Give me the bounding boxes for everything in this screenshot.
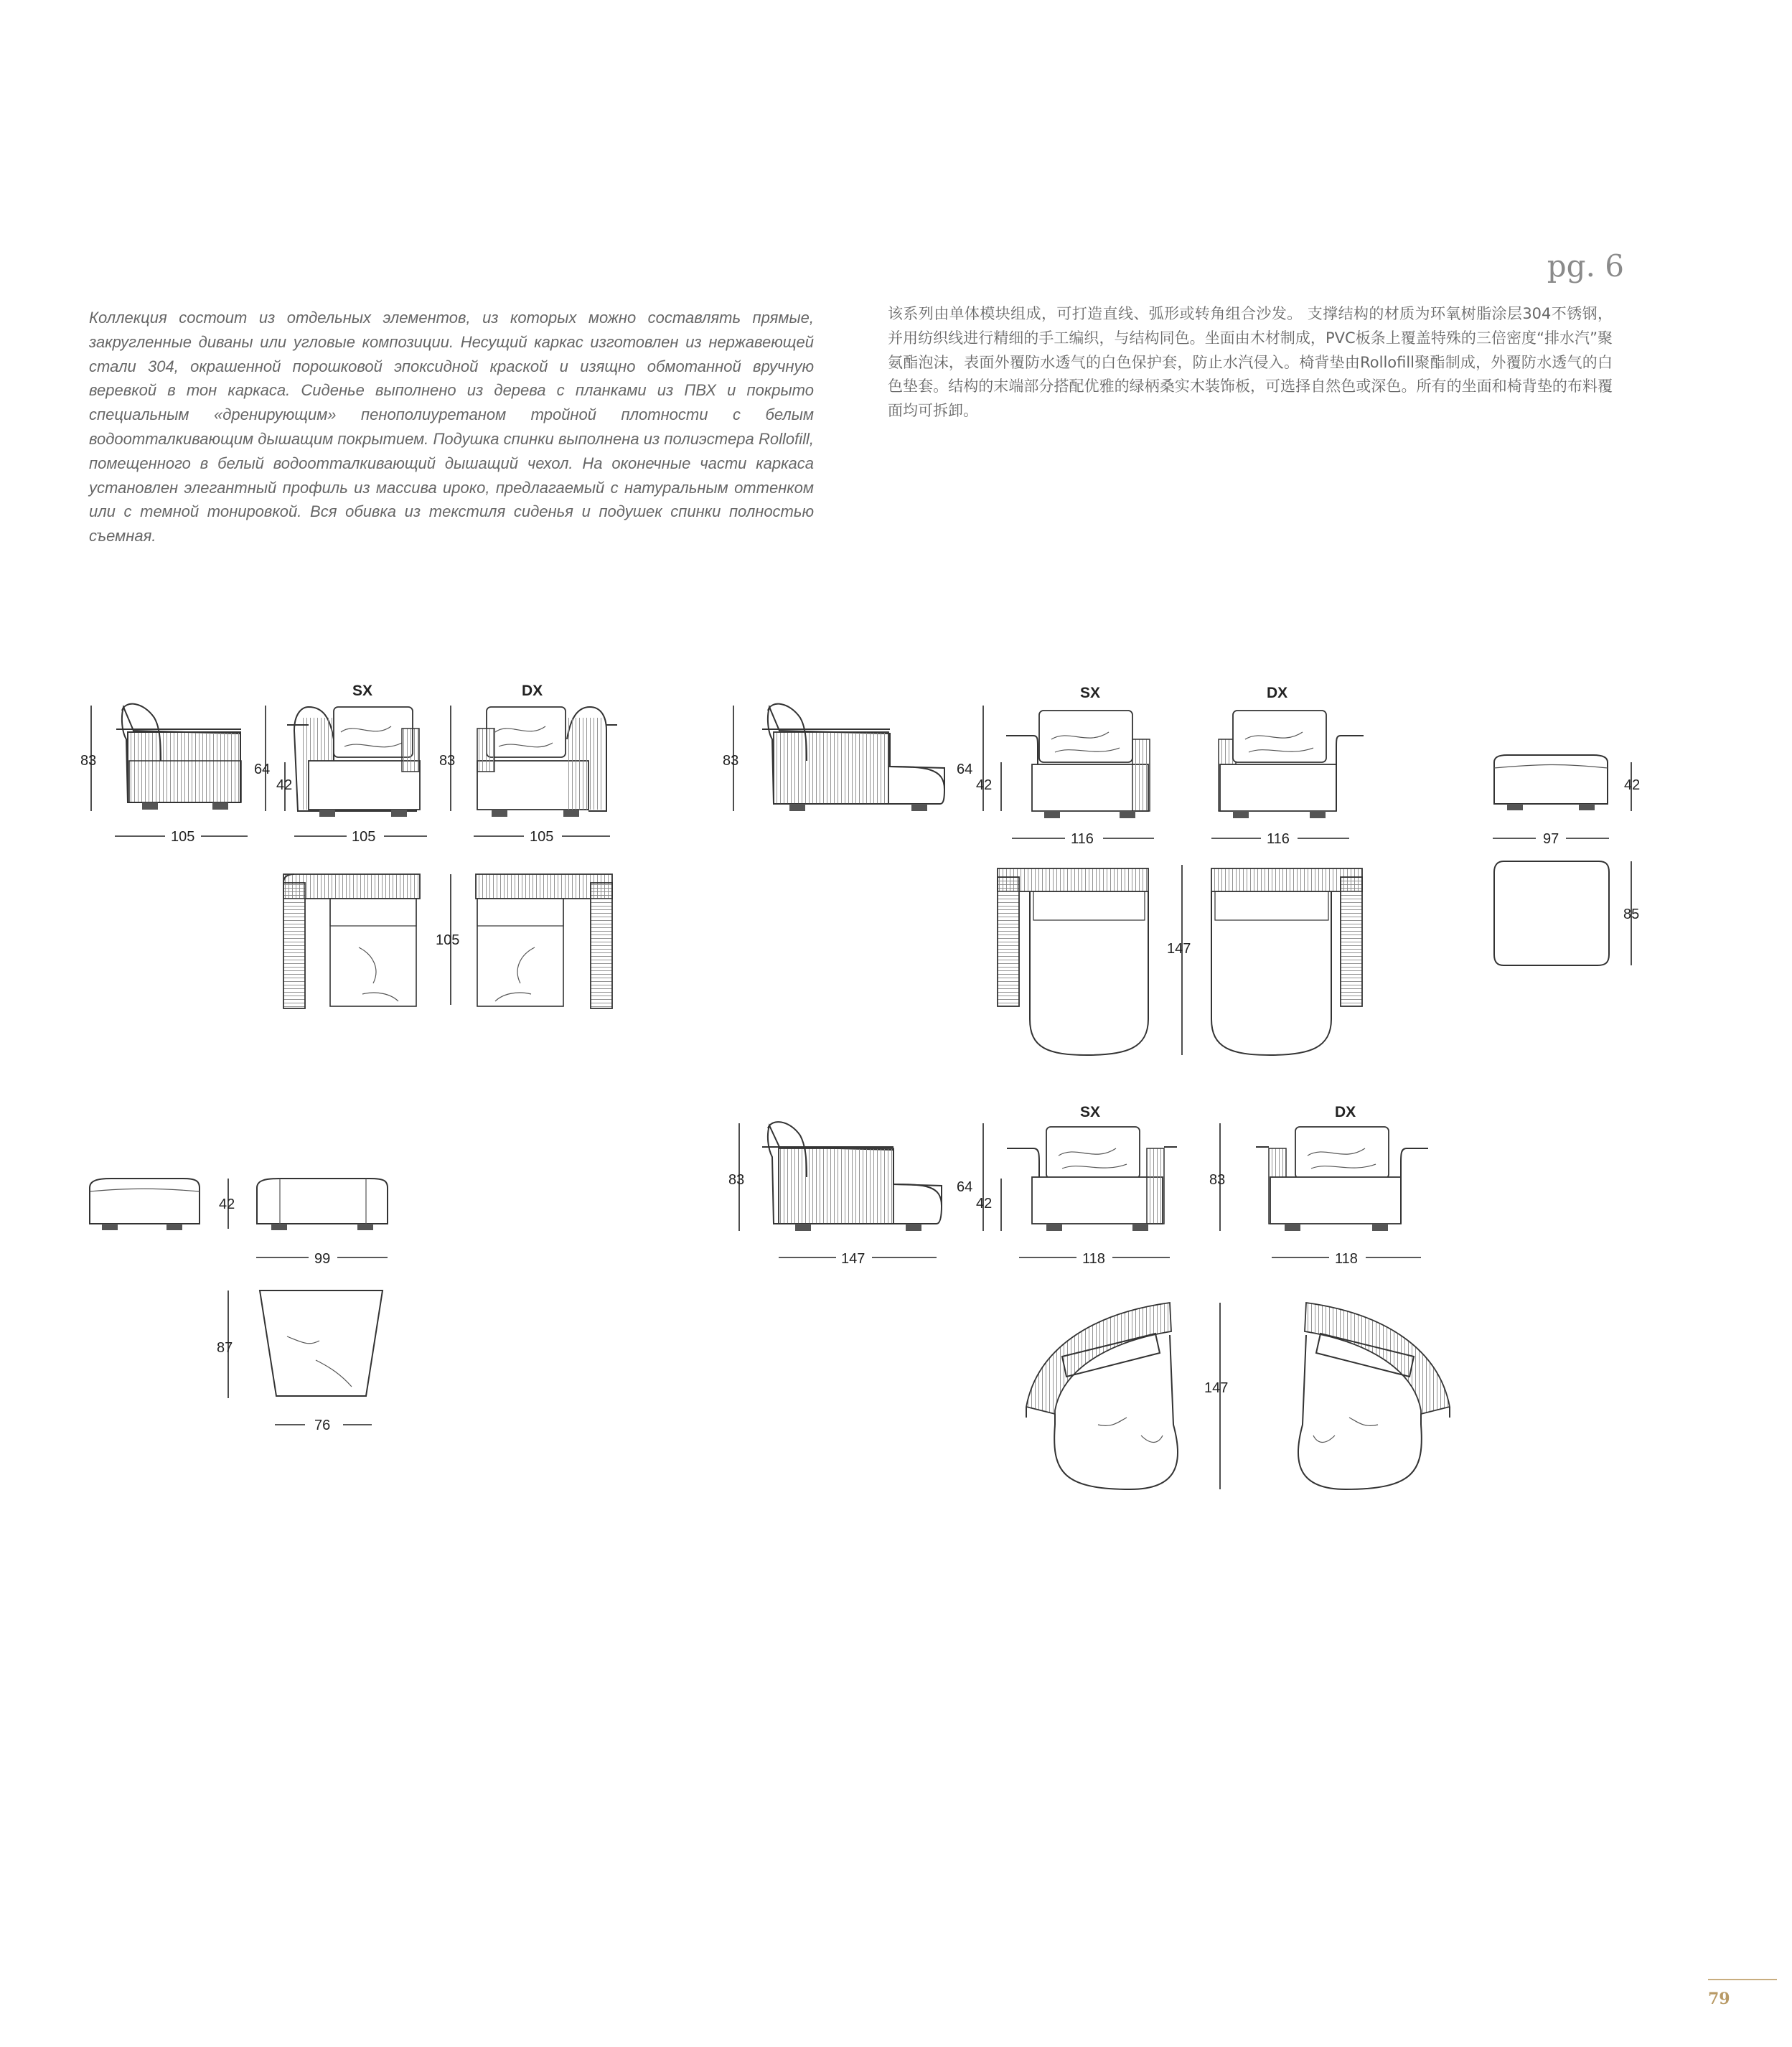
armchair-sx-front (287, 707, 420, 817)
ottoman-99-side-b (257, 1179, 388, 1230)
dim-76: 76 (314, 1418, 331, 1433)
description-chinese: 该系列由单体模块组成，可打造直线、弧形或转角组合沙发。 支撑结构的材质为环氧树脂涂层304不锈钢，并用纺织线进行精细的手工编织，与结构同色。坐面由木材制成，PVC板条上覆盖特殊的三倍密度“排水汽”聚氨酯泡沫，表面外覆防水透气的白色保护套，防止水汽侵入。椅背垫由Rollofill聚酯制成，外覆防水透气的白色垫套。结构的末端部分搭配优雅的绿柄桑实木装饰板，可选择自然色或深色。所有的坐面和椅背垫的布料覆面均可拆卸。 (888, 305, 1613, 420)
tag-sx-3: SX (1080, 1104, 1101, 1120)
dim-64-a: 64 (254, 762, 271, 777)
chaise-side-view (762, 704, 944, 811)
curved-dx-front (1256, 1127, 1428, 1231)
page-label: pg. 6 (1547, 248, 1624, 284)
curved-sx-front (1007, 1127, 1177, 1231)
ottoman-97-side (1494, 755, 1608, 810)
dim-97: 97 (1543, 831, 1559, 847)
dim-42-e: 42 (976, 1196, 993, 1212)
dim-83-d: 83 (728, 1172, 745, 1188)
curved-dx-top (1298, 1303, 1450, 1489)
dim-147-c: 147 (1204, 1380, 1229, 1396)
dim-42-d: 42 (219, 1196, 235, 1212)
dim-83-e: 83 (1209, 1172, 1226, 1188)
tag-sx-2: SX (1080, 685, 1101, 701)
dim-118-a: 118 (1082, 1251, 1105, 1267)
dim-105-a: 105 (171, 829, 195, 845)
dim-83-c: 83 (723, 753, 739, 769)
chaise-sx-top (998, 868, 1148, 1055)
curved-chaise-side-view (762, 1122, 942, 1231)
tag-sx-1: SX (352, 683, 373, 699)
armchair-dx-top (476, 874, 612, 1008)
dim-147-b: 147 (841, 1251, 865, 1267)
dim-147-a: 147 (1167, 941, 1191, 957)
armchair-side-view (116, 704, 241, 810)
armchair-sx-top (283, 874, 420, 1008)
dim-42-c: 42 (1624, 777, 1641, 793)
dim-116-b: 116 (1267, 831, 1290, 847)
dim-42-b: 42 (976, 777, 993, 793)
dim-105-c: 105 (530, 829, 554, 845)
dim-105-b: 105 (352, 829, 376, 845)
curved-sx-top (1026, 1303, 1178, 1489)
dim-105-d: 105 (436, 932, 460, 948)
dim-85: 85 (1623, 907, 1640, 922)
dim-64-c: 64 (957, 1179, 973, 1195)
dim-64-b: 64 (957, 762, 973, 777)
dim-99: 99 (314, 1251, 331, 1267)
tag-dx-2: DX (1267, 685, 1288, 701)
page-number-rule (1708, 1979, 1777, 1980)
tag-dx-1: DX (522, 683, 543, 699)
dim-116-a: 116 (1071, 831, 1094, 847)
armchair-dx-front (477, 707, 617, 817)
chaise-sx-front (1006, 711, 1150, 818)
dim-118-b: 118 (1335, 1251, 1358, 1267)
ottoman-97-top (1494, 861, 1609, 965)
page-number: 79 (1708, 1990, 1730, 2008)
dim-87: 87 (217, 1340, 233, 1356)
ottoman-99-top (260, 1290, 383, 1396)
chaise-dx-top (1211, 868, 1362, 1055)
tag-dx-3: DX (1335, 1104, 1356, 1120)
description-russian: Коллекция состоит из отдельных элементов, из которых можно составлять прямые, закругленные диваны или угловые композиции. Несущий каркас изготовлен из нержавеющей стали 304, окрашенной порошковой эпоксидной краской и изящно обмотанной вручную веревкой в тон каркаса. Сиденье выполнено из дерева с планками из ПВХ и покрыто специальным «дренирующим» пенополиуретаном тройной плотности с белым водоотталкивающим дышащим покрытием. Подушка спинки выполнена из полиэстера Rollofill, помещенного в белый водоотталкивающий дышащий чехол. На оконечные части каркаса установлен элегантный профиль из массива ироко, предлагаемый с натуральным оттенком или с темной тонировкой. Вся обивка из текстиля сиденья и подушек спинки полностью съемная. (89, 309, 814, 545)
dim-83-b: 83 (439, 753, 456, 769)
dim-83-a: 83 (80, 753, 97, 769)
chaise-dx-front (1219, 711, 1364, 818)
ottoman-99-side-a (90, 1179, 200, 1230)
dim-42-a: 42 (276, 777, 293, 793)
